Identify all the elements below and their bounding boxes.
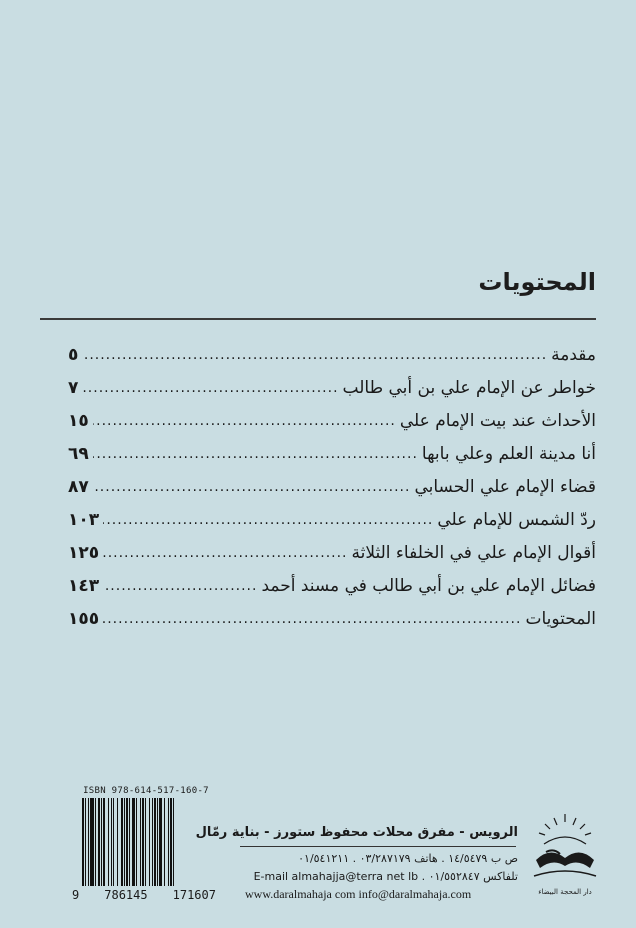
toc-entry [68,503,596,536]
toc-entry-page: ١٥ [68,410,89,431]
publisher-fax-email: تلفاكس ٠١/٥٥٢٨٤٧ . E-mail almahajja@terra net lb [253,870,518,883]
toc-entry [68,371,596,404]
barcode-digit-group: 786145 [104,888,148,902]
toc-entry [68,437,596,470]
toc-entry [68,536,596,569]
barcode-digit-group: 9 [72,888,80,902]
toc-entry [68,404,596,437]
toc-entry-label: مقدمة [551,344,596,365]
publisher-web: www.daralmahaja com info@daralmahaja.com [245,887,472,901]
toc-entry-label: الأحداث عند بيت الإمام علي [399,410,596,431]
toc-entry [68,569,596,602]
leader-dots [103,545,347,561]
toc-entry-label: المحتويات [525,608,596,629]
publisher-phone: ص ب ١٤/٥٤٧٩ . هاتف ٠٣/٢٨٧١٧٩ . ٠١/٥٤١٢١١ [298,852,518,865]
leader-dots [103,512,433,528]
toc-entry [68,602,596,635]
logo-caption: دار المحجة البيضاء [538,888,592,896]
toc-title: المحتويات [478,268,596,296]
toc-list [68,338,596,635]
leader-dots [103,611,521,627]
toc-entry-page: ٦٩ [68,443,89,464]
toc-entry-page: ١٤٣ [68,575,100,596]
barcode [82,798,210,886]
publisher-logo-icon [524,808,606,888]
leader-dots [82,380,338,396]
toc-entry-page: ١٥٥ [68,608,100,629]
leader-dots [93,446,418,462]
title-divider [40,318,596,320]
toc-entry-label: أقوال الإمام علي في الخلفاء الثلاثة [351,542,596,563]
isbn-label: ISBN 978-614-517-160-7 [83,786,209,796]
barcode-bar [174,798,176,886]
leader-dots [103,578,257,594]
toc-entry-label: قضاء الإمام علي الحسابي [414,476,596,497]
toc-entry-page: ٥ [68,344,79,365]
leader-dots [82,347,547,363]
toc-entry-label: فضائل الإمام علي بن أبي طالب في مسند أحمد [261,575,596,596]
leader-dots [93,413,396,429]
leader-dots [93,479,411,495]
toc-entry-label: خواطر عن الإمام علي بن أبي طالب [342,377,596,398]
toc-entry-page: ١٠٣ [68,509,100,530]
toc-entry [68,338,596,371]
toc-entry-label: ردّ الشمس للإمام علي [437,509,596,530]
toc-entry-label: أنا مدينة العلم وعلي بابها [421,443,596,464]
toc-entry-page: ٨٧ [68,476,89,497]
publisher-address: الرويس - مفرق محلات محفوظ ستورز - بناية رمّال [195,825,518,840]
toc-entry [68,470,596,503]
barcode-digits [72,888,216,902]
publisher-divider [240,846,516,847]
toc-entry-page: ٧ [68,377,79,398]
barcode-digit-group: 171607 [172,888,216,902]
toc-entry-page: ١٢٥ [68,542,100,563]
